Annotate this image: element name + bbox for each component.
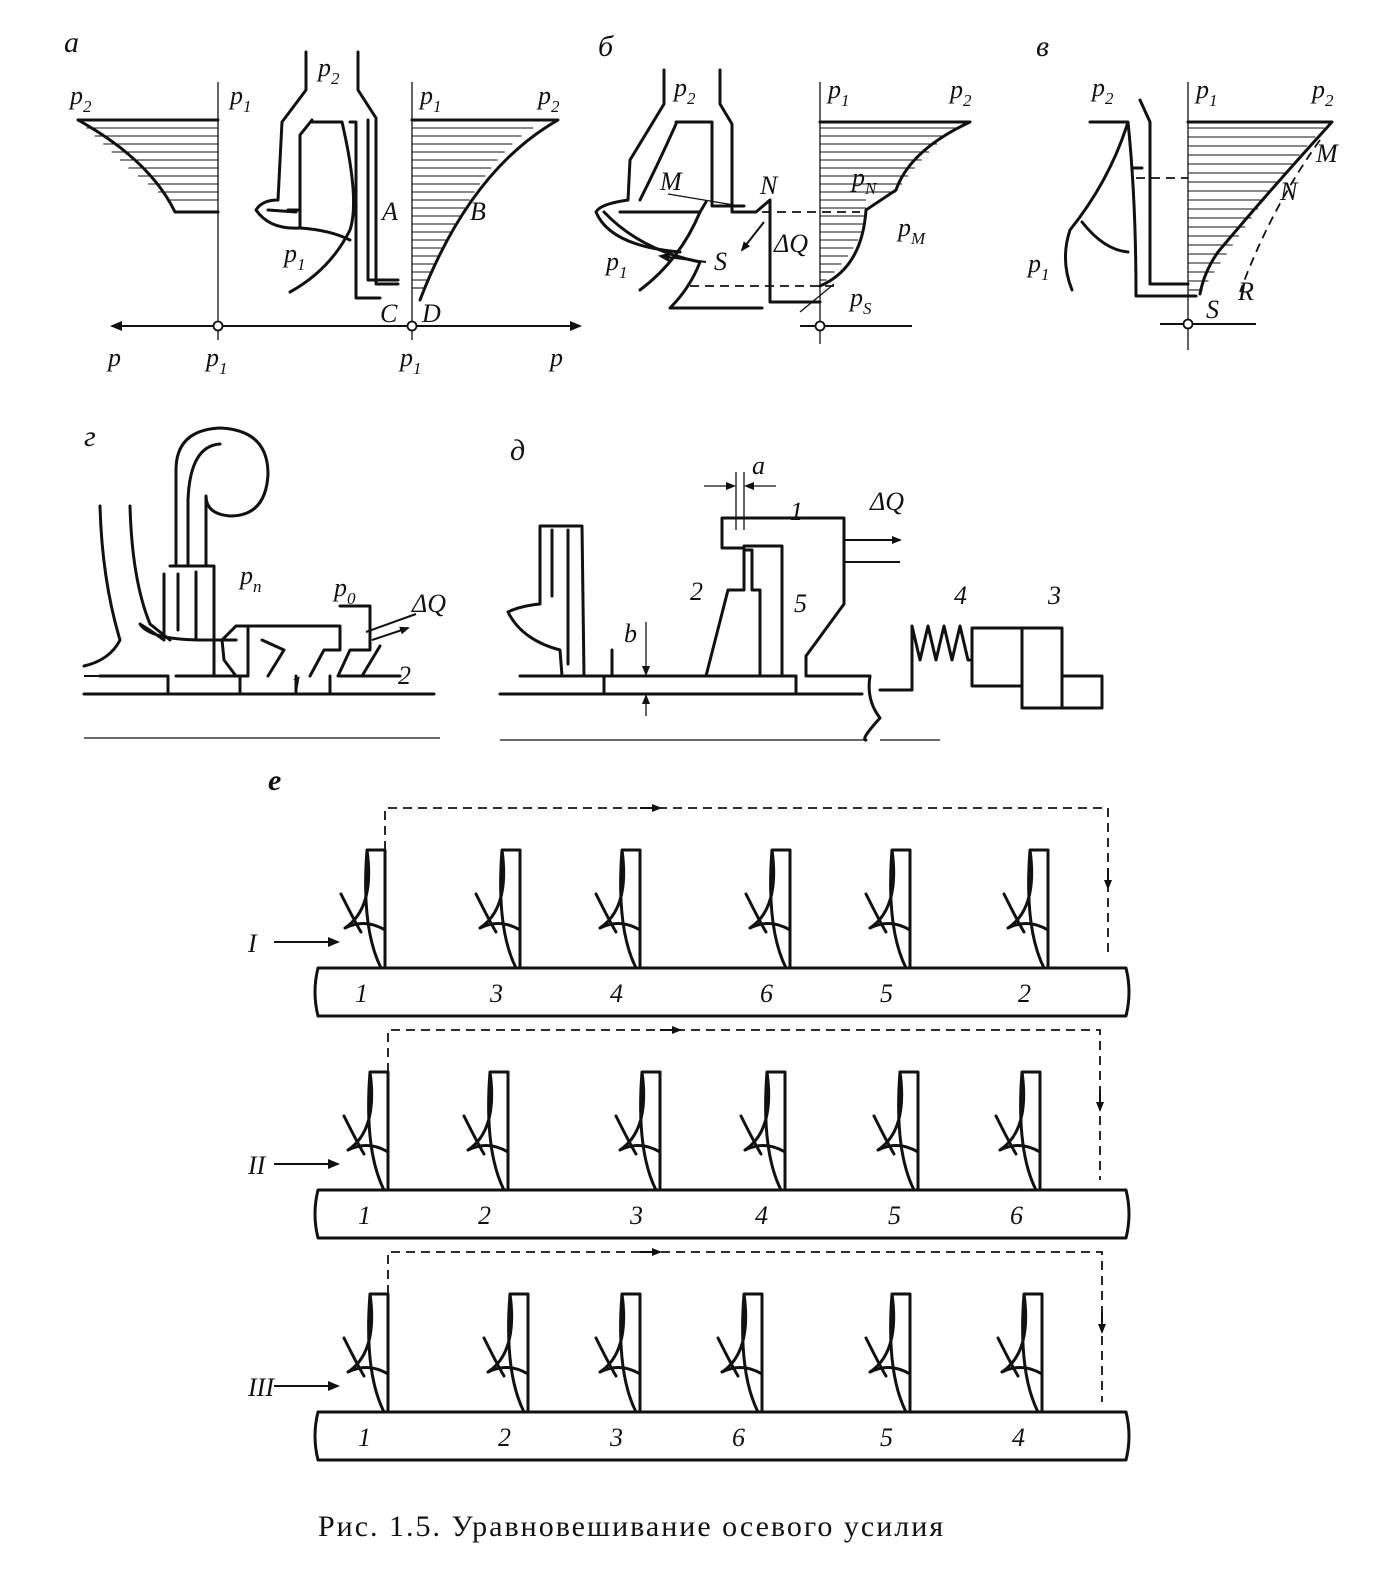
stage-number: 2: [478, 1201, 491, 1230]
label-S-b: S: [714, 247, 727, 276]
impeller-casing-b: [596, 70, 820, 302]
label-p1-top-v: $p_1$: [1196, 75, 1218, 110]
leak-arrow-g: [372, 628, 408, 640]
shaft: [315, 968, 1129, 1016]
impeller-blade: [616, 1072, 660, 1190]
stage-number: 6: [760, 979, 773, 1008]
spring-4: [880, 626, 972, 690]
impeller-v: [1065, 100, 1196, 296]
impeller-blade: [596, 1294, 640, 1412]
label-S-v: S: [1206, 295, 1219, 324]
axis-node-v: [1184, 320, 1193, 329]
stage-number: 5: [880, 979, 893, 1008]
impeller-stage: [998, 1294, 1042, 1452]
label-1-g: 1: [290, 671, 303, 700]
stage-number: 3: [630, 1201, 643, 1230]
panel-g: [84, 420, 446, 738]
label-p1-wheel-v: $p_1$: [1028, 249, 1050, 284]
panel-e: [247, 764, 1129, 1460]
label-p2-top-v: $p_2$: [1092, 73, 1114, 108]
impeller-blade: [741, 1072, 785, 1190]
impeller-stage: [484, 1294, 528, 1452]
flow-path: [388, 1030, 1100, 1180]
row-roman-label: II: [248, 1151, 266, 1180]
row-roman-label: III: [248, 1373, 274, 1402]
label-D: D: [422, 299, 441, 328]
figure-caption: Рис. 1.5. Уравновешивание осевого усилия: [318, 1510, 946, 1543]
stage-number: 1: [358, 1201, 371, 1230]
impeller-blade: [998, 1294, 1042, 1412]
axis-node-right: [408, 322, 417, 331]
label-p2-right-b: $p_2$: [950, 75, 972, 110]
impeller-stage: [344, 1294, 388, 1452]
row-roman-label: I: [248, 929, 257, 958]
label-A: A: [382, 197, 398, 226]
panel-e-label: е: [268, 764, 282, 797]
pressure-curve-b: [820, 122, 970, 286]
impeller-stage: [464, 1072, 508, 1230]
label-a: a: [752, 451, 765, 480]
leak-line-g: [366, 614, 416, 632]
stage-number: 4: [610, 979, 623, 1008]
impeller-blade: [1004, 850, 1048, 968]
balance-disk-g: [222, 626, 340, 676]
pressure-curve-R: [1240, 140, 1320, 292]
label-1-d: 1: [790, 497, 803, 526]
impeller-blade: [866, 1294, 910, 1412]
label-p2-right: $p_2$: [538, 81, 560, 116]
label-p1-mid: $p_1$: [230, 81, 252, 116]
cylinder-3: [972, 628, 1102, 708]
stage-number: 5: [888, 1201, 901, 1230]
label-b: b: [624, 619, 637, 648]
label-R-v: R: [1238, 277, 1254, 306]
impeller-blade: [484, 1294, 528, 1412]
leak-arrow-b: [742, 222, 764, 250]
label-p2-top: $p_2$: [318, 53, 340, 88]
stage-number: 2: [498, 1423, 511, 1452]
panel-b-label: б: [598, 30, 614, 63]
stage-row: [247, 1030, 1129, 1238]
axis-node-b: [816, 322, 825, 331]
label-axis-p1-left: $p_1$: [206, 343, 228, 378]
stage-number: 1: [355, 979, 368, 1008]
label-p0: $p_0$: [334, 573, 356, 608]
impeller-stage: [866, 1294, 910, 1452]
stage-row: [247, 808, 1129, 1016]
impeller-blade: [874, 1072, 918, 1190]
panel-g-label: г: [84, 420, 96, 453]
stage-number: 4: [1012, 1423, 1025, 1452]
volute-g: [176, 428, 268, 566]
label-pn: $p_п$: [240, 561, 262, 596]
impeller-stage: [866, 850, 910, 1008]
label-pS: $p_S$: [850, 283, 872, 318]
label-p2-top-b: $p_2$: [674, 73, 696, 108]
impeller-stage: [996, 1072, 1040, 1230]
shaft: [315, 1412, 1129, 1460]
impeller-stage: [344, 1072, 388, 1230]
label-N-b: N: [760, 171, 778, 200]
stage-row: [247, 1252, 1129, 1460]
impeller-stage: [596, 850, 640, 1008]
impeller-blade: [344, 1294, 388, 1412]
impeller-stage: [476, 850, 520, 1008]
label-axis-p-right: p: [550, 343, 563, 372]
stage-number: 3: [490, 979, 503, 1008]
label-N-v: N: [1280, 177, 1298, 206]
pressure-curve-v: [1188, 122, 1332, 294]
pS-leader: [800, 284, 834, 312]
inlet-g: [84, 506, 170, 666]
shaft: [315, 1190, 1129, 1238]
impeller-blade: [746, 850, 790, 968]
impeller-blade: [341, 850, 385, 968]
impeller-blade: [344, 1072, 388, 1190]
label-p1-right: $p_1$: [420, 81, 442, 116]
label-3-d: 3: [1048, 581, 1061, 610]
impeller-blade: [596, 850, 640, 968]
impeller-d: [508, 526, 584, 676]
label-C: C: [380, 299, 398, 328]
label-dQ-g: ΔQ: [412, 589, 447, 618]
impeller-stage: [596, 1294, 640, 1452]
label-p1-wheel-b: $p_1$: [606, 247, 628, 282]
stage-number: 6: [1010, 1201, 1023, 1230]
panel-a-label: а: [64, 26, 79, 59]
impeller-stage: [741, 1072, 785, 1230]
impeller-blade: [996, 1072, 1040, 1190]
impeller-blade: [718, 1294, 762, 1412]
stage-number: 2: [1018, 979, 1031, 1008]
hatching-b: [820, 128, 957, 280]
label-p1-wheel: $p_1$: [284, 239, 306, 274]
label-axis-p-left: p: [108, 343, 121, 372]
label-2-g: 2: [398, 661, 411, 690]
balance-disk-2: [612, 550, 760, 676]
stage-number: 4: [755, 1201, 768, 1230]
label-B: B: [470, 197, 486, 226]
label-dQ-d: ΔQ: [870, 487, 905, 516]
flow-path: [385, 808, 1108, 958]
panel-d: [500, 434, 1124, 740]
impeller-stage: [746, 850, 790, 1008]
impeller-g: [140, 566, 236, 676]
impeller-blade: [464, 1072, 508, 1190]
label-M-v: M: [1316, 139, 1338, 168]
label-2-d: 2: [690, 577, 703, 606]
impeller-casing: [256, 52, 398, 284]
panel-v: [1026, 30, 1339, 350]
label-5-d: 5: [794, 589, 807, 618]
impeller-stage: [874, 1072, 918, 1230]
multistage-rows: [247, 808, 1129, 1460]
seal-g: [338, 606, 380, 676]
panel-v-label: в: [1036, 30, 1050, 63]
stage-number: 6: [732, 1423, 745, 1452]
label-pN: $p_N$: [852, 163, 877, 198]
panel-b: [596, 30, 972, 344]
impeller-stage: [616, 1072, 660, 1230]
stage-number: 3: [610, 1423, 623, 1452]
left-pressure-diagram: [78, 120, 218, 212]
panel-d-label: д: [510, 434, 526, 467]
shaft-d: [500, 676, 862, 694]
label-pM: $p_M$: [898, 213, 926, 248]
impeller-disk-b: [620, 122, 744, 212]
label-p2-left: $p_2$: [70, 81, 92, 116]
label-dQ-b: ΔQ: [774, 229, 809, 258]
impeller-stage: [341, 850, 385, 1008]
panel-a: [64, 26, 580, 378]
label-M-b: M: [660, 167, 682, 196]
impeller-stage: [1004, 850, 1048, 1008]
shaft-g: [84, 676, 434, 694]
impeller-blade: [866, 850, 910, 968]
axis-node-left: [214, 322, 223, 331]
impeller-stage: [718, 1294, 762, 1452]
label-p1-top-b: $p_1$: [828, 75, 850, 110]
label-p2-right-v: $p_2$: [1312, 75, 1334, 110]
label-4-d: 4: [954, 581, 967, 610]
stage-number: 1: [358, 1423, 371, 1452]
stage-number: 5: [880, 1423, 893, 1452]
label-axis-p1-right: $p_1$: [400, 343, 422, 378]
impeller-blade: [476, 850, 520, 968]
